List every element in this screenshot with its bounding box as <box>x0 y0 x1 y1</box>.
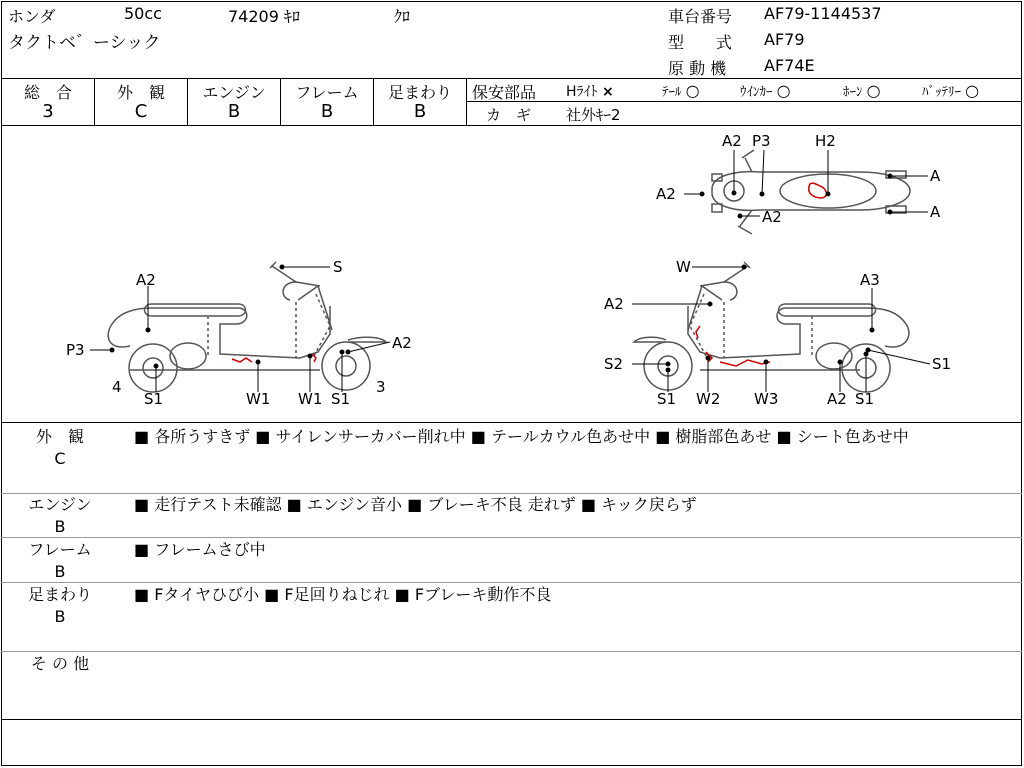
damage-label: S1 <box>657 390 677 408</box>
damage-label: A2 <box>392 334 412 352</box>
note-grade: B <box>54 607 66 626</box>
type-label: 型 式 <box>668 33 733 52</box>
safety-item-name: ﾎｰﾝ <box>843 85 863 100</box>
note-grade: C <box>54 449 66 468</box>
safety-item-tail <box>662 81 700 100</box>
damage-label: 4 <box>112 378 122 396</box>
damage-label: A2 <box>136 271 156 289</box>
safety-item-mark: ○ <box>866 81 881 100</box>
grade-total-value: 3 <box>42 101 54 122</box>
safety-item-name: ｳｲﾝｶｰ <box>740 85 773 100</box>
damage-label: W3 <box>754 390 779 408</box>
note-label-engine <box>8 494 112 538</box>
damage-label: A2 <box>722 132 742 150</box>
damage-label: S <box>333 258 343 276</box>
safety-item-winker <box>740 81 791 100</box>
damage-label: W1 <box>246 390 271 408</box>
note-label-text: 外 観 <box>35 427 84 446</box>
damage-label: P3 <box>66 341 85 359</box>
damage-label: S2 <box>604 355 624 373</box>
grade-engine-label: エンジン <box>202 83 266 102</box>
grade-engine-value: B <box>227 101 241 122</box>
note-label-text: エンジン <box>28 495 92 514</box>
safety-item-name: ﾃｰﾙ <box>662 85 682 100</box>
displacement: 50cc <box>124 4 162 23</box>
safety-item-mark: ○ <box>685 81 700 100</box>
maker: ホンダ <box>8 7 56 26</box>
frame-no: AF79-1144537 <box>764 4 882 23</box>
note-text-exterior: ■ 各所うすきず ■ サイレンサーカバー削れ中 ■ テールカウル色あせ中 ■ 樹脂部色あせ ■ シート色あせ中 <box>134 427 909 446</box>
note-label-exterior <box>8 426 112 470</box>
damage-label: A2 <box>827 390 847 408</box>
note-text-engine: ■ 走行テスト未確認 ■ エンジン音小 ■ ブレーキ不良 走れず ■ キック戻らず <box>134 495 697 514</box>
damage-marks <box>232 183 826 366</box>
safety-item-horn <box>843 81 881 100</box>
engine-value: AF74E <box>764 56 815 75</box>
grade-total-label: 総 合 <box>23 83 72 102</box>
model-name: タクトベ゛ーシック <box>8 33 161 53</box>
note-text-suspension: ■ Fタイヤひび小 ■ F足回りねじれ ■ Fブレーキ動作不良 <box>134 585 552 604</box>
divider <box>1 422 1022 423</box>
key-label: カ ギ <box>486 106 532 124</box>
grade-exterior-label: 外 観 <box>116 83 165 102</box>
color: ｸﾛ <box>394 7 411 26</box>
divider <box>1 582 1022 583</box>
safety-item-name: ﾊﾞｯﾃﾘｰ <box>922 85 961 100</box>
note-label-text: 足まわり <box>27 585 92 604</box>
frame-no-label: 車台番号 <box>668 7 733 26</box>
note-label-suspension <box>8 584 112 628</box>
damage-label: W2 <box>696 390 721 408</box>
grade-frame-value: B <box>320 101 334 122</box>
divider <box>1 719 1022 720</box>
damage-label: A <box>930 203 941 221</box>
grade-suspension-value: B <box>413 101 427 122</box>
safety-item-headlight <box>566 81 614 101</box>
divider <box>1 537 1022 538</box>
engine-label: 原 動 機 <box>668 59 727 78</box>
note-text-frame: ■ フレームさび中 <box>134 540 266 559</box>
note-grade: B <box>54 517 66 536</box>
grade-frame-label: フレーム <box>295 83 359 102</box>
safety-label: 保安部品 <box>472 83 537 102</box>
damage-label: 3 <box>376 378 386 396</box>
safety-item-battery <box>922 81 979 100</box>
note-grade: B <box>54 562 66 581</box>
damage-diagram <box>0 126 1024 422</box>
damage-label: A2 <box>656 185 676 203</box>
damage-label: A <box>930 167 941 185</box>
top-view-scooter <box>712 150 910 234</box>
damage-label: S1 <box>331 390 351 408</box>
mileage: 74209 ｷﾛ <box>228 7 300 26</box>
damage-label: S1 <box>855 390 875 408</box>
safety-item-name: Hﾗｲﾄ <box>566 84 598 100</box>
damage-label: W1 <box>298 390 323 408</box>
divider <box>466 101 1022 102</box>
damage-label: S1 <box>144 390 164 408</box>
safety-item-mark: ○ <box>965 81 980 100</box>
divider <box>1 651 1022 652</box>
safety-item-mark: ○ <box>776 81 791 100</box>
damage-label: A2 <box>604 295 624 313</box>
key-value: 社外ｷｰ2 <box>566 106 621 124</box>
grade-suspension-label: 足まわり <box>387 83 452 102</box>
damage-label: W <box>676 258 691 276</box>
divider <box>1 78 1022 79</box>
note-label-frame <box>8 539 112 583</box>
damage-label: A2 <box>762 208 782 226</box>
damage-label: P3 <box>752 132 771 150</box>
safety-item-mark: × <box>601 84 614 100</box>
damage-label: H2 <box>815 132 836 150</box>
grade-exterior-value: C <box>134 101 148 122</box>
type-value: AF79 <box>764 30 805 49</box>
damage-label: A3 <box>860 271 880 289</box>
note-label-text: そ の 他 <box>30 654 90 673</box>
note-label-other <box>8 653 112 675</box>
damage-label: S1 <box>932 355 952 373</box>
note-label-text: フレーム <box>28 540 92 559</box>
